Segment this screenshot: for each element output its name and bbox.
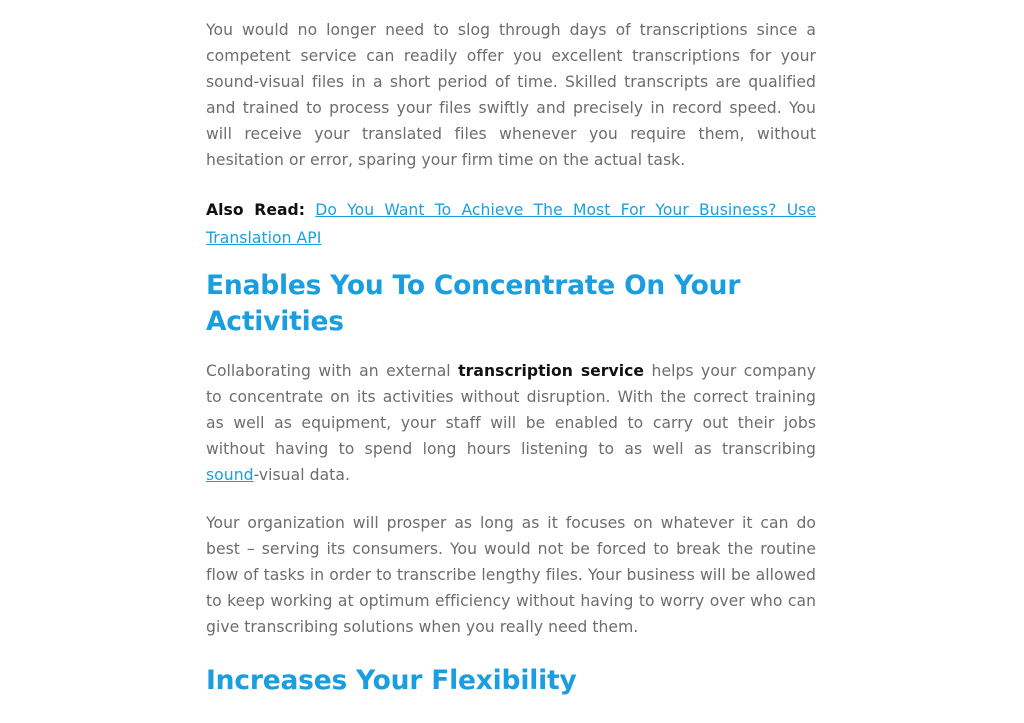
para1-text-before: Collaborating with an external bbox=[206, 361, 459, 380]
concentrate-paragraph-2: Your organization will prosper as long as it focuses on whatever it can do best – serving its consumers. You would not be forced to break the routine flow of tasks in order to transcribe lengthy files. Your business will be allowed to keep working at optimum efficiency without having to worry over who can give transcribing solutions when you really need them. bbox=[206, 514, 816, 637]
also-read-line bbox=[206, 196, 816, 252]
article-body bbox=[206, 17, 816, 699]
heading-flexibility: Increases Your Flexibility bbox=[206, 664, 577, 696]
sound-link[interactable]: sound bbox=[206, 465, 254, 484]
concentrate-paragraph-1 bbox=[206, 358, 816, 488]
para1-text-after: -visual data. bbox=[253, 465, 350, 484]
para1-text-middle: helps your company to concentrate on its activities without disruption. With the correct training as well as equipment, your staff will be enabled to carry out their jobs without having to spend long hours listening to as well as transcribing bbox=[206, 361, 816, 458]
also-read-link[interactable]: Do You Want To Achieve The Most For Your Business? Use Translation API bbox=[206, 200, 816, 247]
also-read-label: Also Read: bbox=[206, 200, 306, 219]
intro-paragraph: You would no longer need to slog through days of transcriptions since a competent service can readily offer you excellent transcriptions for your sound-visual files in a short period of time. Skilled transcripts are qualified and trained to process your files swiftly and precisely in record speed. You will receive your translated files whenever you require them, without hesitation or error, sparing your firm time on the actual task. bbox=[206, 21, 816, 170]
transcription-service-keyword: transcription service bbox=[458, 361, 645, 380]
heading-concentrate: Enables You To Concentrate On Your Activities bbox=[206, 269, 741, 337]
